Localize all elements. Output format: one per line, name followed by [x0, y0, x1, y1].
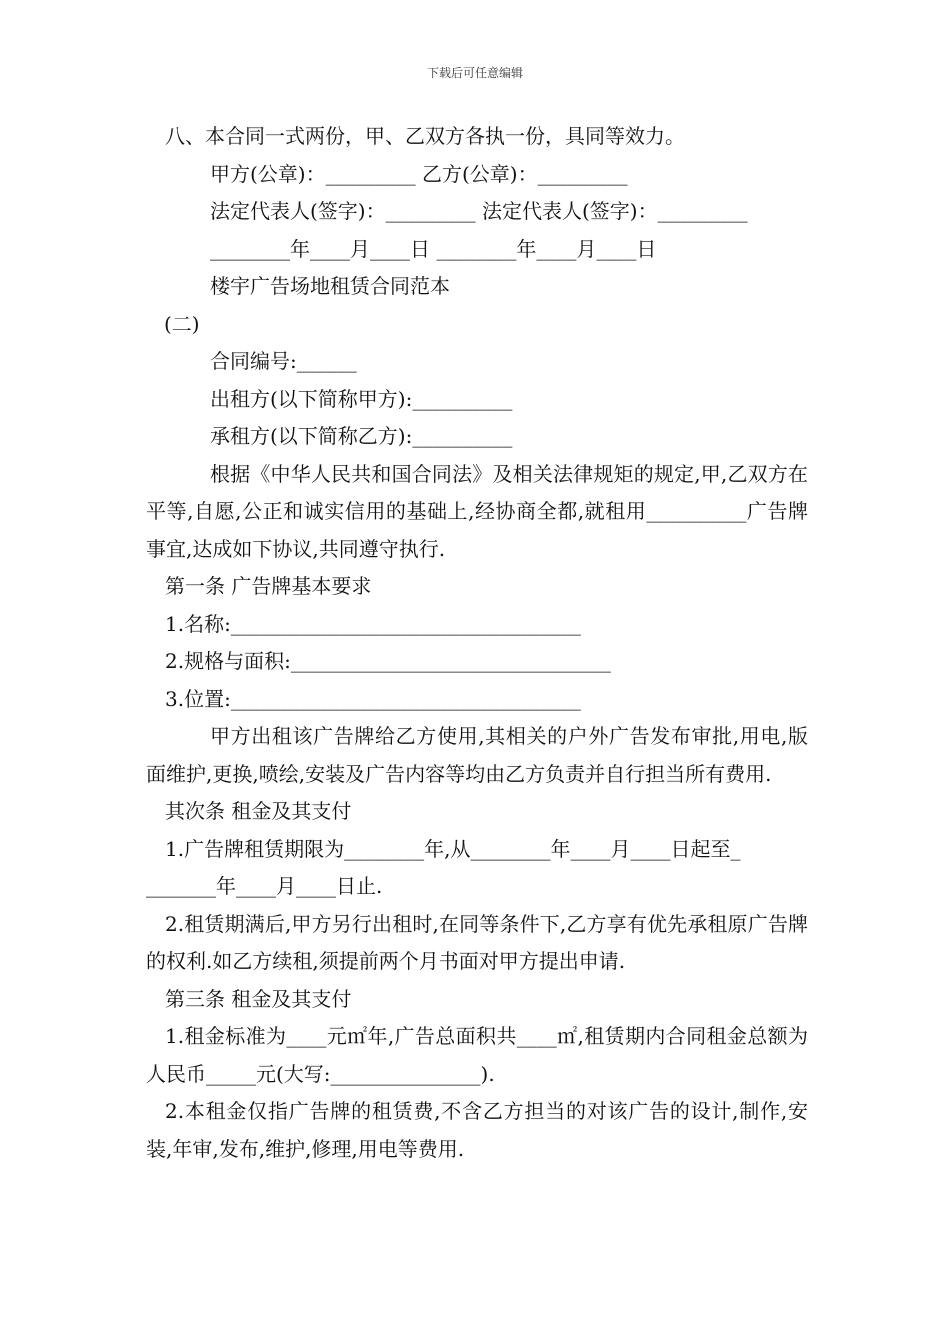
lessee-line: 承租方(以下简称乙方):__________: [210, 424, 513, 448]
article-one-heading: 第一条 广告牌基本要求: [165, 574, 372, 598]
contract-number-line: 合同编号:______: [210, 349, 357, 373]
clause-eight: 八、本合同一式两份，甲、乙双方各执一份，具同等效力。: [165, 124, 685, 148]
signature-line: 法定代表人(签字)：_________ 法定代表人(签字)：_________: [210, 199, 748, 223]
contract-title: 楼宇广告场地租赁合同范本: [210, 274, 450, 298]
lease-term-line: 1.广告牌租赁期限为________年,从________年____月____日起至_: [165, 836, 741, 861]
preamble-paragraph: 根据《中华人民共和国合同法》及相关法律规矩的规定,甲,乙双方在平等,自愿,公正和诚实信用的基础上,经协商全都,就租用__________广告牌事宜,达成如下协议,共同遵守执行.: [146, 461, 808, 561]
article-three-heading: 第三条 租金及其支付: [165, 986, 352, 1011]
location-field-line: 3.位置:___________________________________: [165, 686, 581, 711]
seal-line: 甲方(公章)：_________ 乙方(公章)：_________: [210, 161, 628, 186]
responsibility-paragraph: 甲方出租该广告牌给乙方使用,其相关的户外广告发布审批,用电,版面维护,更换,喷绘,安装及广告内容等均由乙方负责并自行担当所有费用.: [146, 724, 808, 786]
name-field-line: 1.名称:___________________________________: [165, 611, 581, 636]
section-number: (二): [164, 311, 200, 336]
size-field-line: 2.规格与面积:________________________________: [165, 649, 611, 673]
page-header: 下载后可任意编辑: [426, 66, 523, 80]
lease-term-end-line: _______年____月____日止.: [146, 874, 383, 898]
document-body: [146, 118, 808, 1168]
lessor-line: 出租方(以下简称甲方):__________: [210, 386, 513, 411]
renewal-paragraph: 2.租赁期满后,甲方另行出租时,在同等条件下,乙方享有优先承租原广告牌的权利.如乙方续租,须提前两个月书面对甲方提出申请.: [146, 911, 808, 973]
rent-scope-paragraph: 2.本租金仅指广告牌的租赁费,不含乙方担当的对该广告的设计,制作,安装,年审,发布,维护,修理,用电等费用.: [146, 1099, 808, 1161]
rent-standard-paragraph: 1.租金标准为____元㎡年,广告总面积共____㎡,租赁期内合同租金总额为人民币_____元(大写:_______________).: [146, 1024, 808, 1086]
date-line: ________年____月____日 ________年____月____日: [210, 236, 657, 261]
article-two-heading: 其次条 租金及其支付: [165, 799, 352, 823]
